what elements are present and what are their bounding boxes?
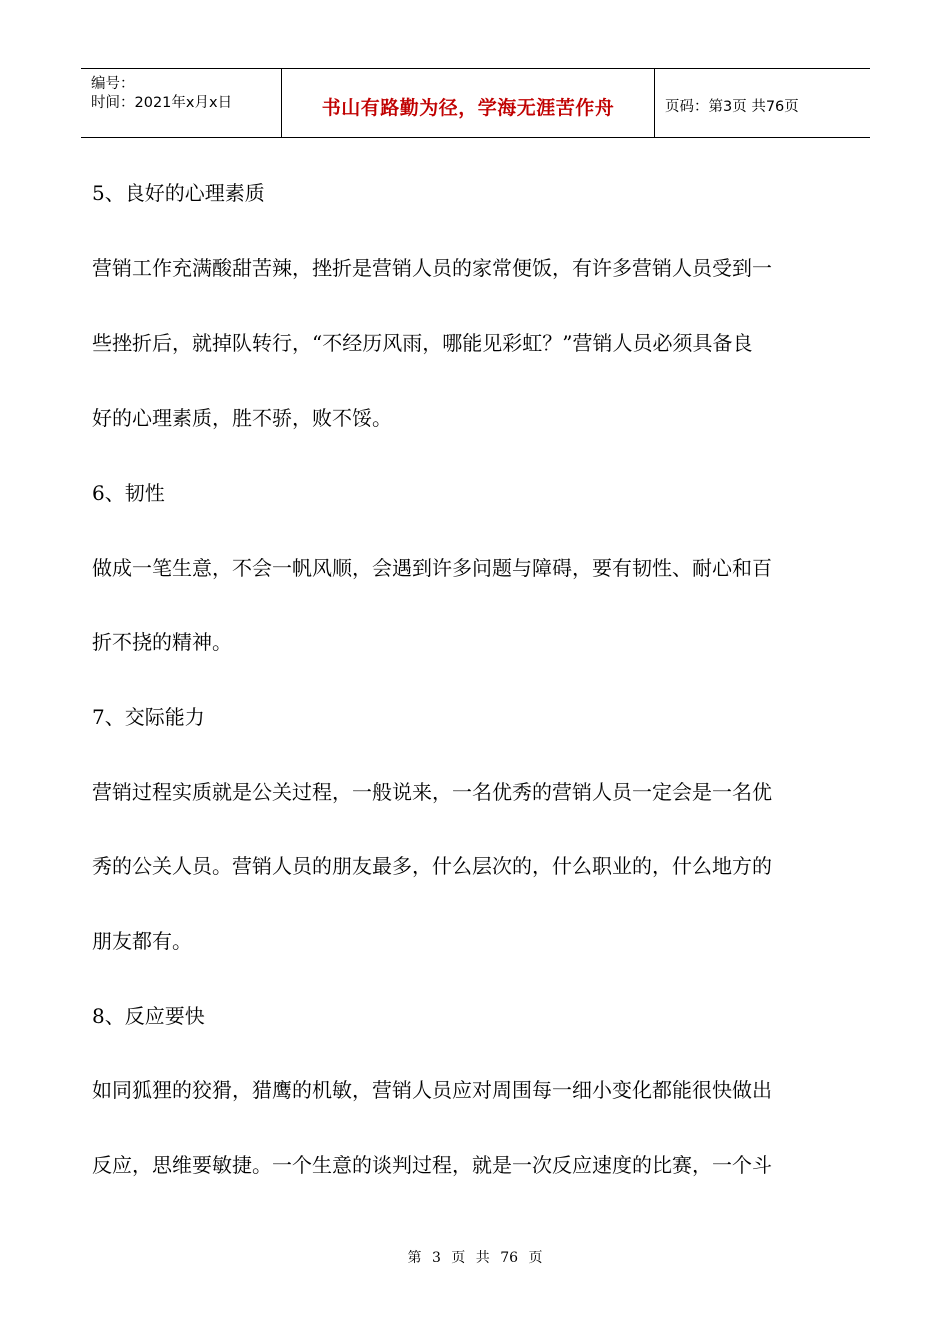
header-middle-cell <box>281 69 655 137</box>
document-time-label: 时间：2021年x月x日 <box>91 95 233 111</box>
section-heading: 8、反应要快 <box>92 1004 205 1028</box>
paragraph-line: 好的心理素质，胜不骄，败不馁。 <box>92 406 392 430</box>
header-left-cell <box>81 69 281 137</box>
paragraph-line: 反应，思维要敏捷。一个生意的谈判过程，就是一次反应速度的比赛，一个斗 <box>92 1153 772 1177</box>
section-heading: 5、良好的心理素质 <box>92 181 265 205</box>
document-number-label: 编号： <box>91 76 135 92</box>
paragraph-line: 营销过程实质就是公关过程，一般说来，一名优秀的营销人员一定会是一名优 <box>92 780 772 804</box>
paragraph-line: 朋友都有。 <box>92 929 192 953</box>
paragraph-line: 做成一笔生意，不会一帆风顺，会遇到许多问题与障碍，要有韧性、耐心和百 <box>92 556 772 580</box>
header-motto: 书山有路勤为径，学海无涯苦作舟 <box>321 97 615 119</box>
paragraph-line: 秀的公关人员。营销人员的朋友最多，什么层次的，什么职业的，什么地方的 <box>92 854 772 878</box>
paragraph-line: 折不挠的精神。 <box>92 630 232 654</box>
paragraph-line: 营销工作充满酸甜苦辣，挫折是营销人员的家常便饭，有许多营销人员受到一 <box>92 256 772 280</box>
section-heading: 7、交际能力 <box>92 705 205 729</box>
paragraph-line: 些挫折后，就掉队转行，“不经历风雨，哪能见彩虹？”营销人员必须具备良 <box>92 331 753 355</box>
page-footer: 第 3 页 共 76 页 <box>407 1250 543 1266</box>
paragraph-line: 如同狐狸的狡猾，猎鹰的机敏，营销人员应对周围每一细小变化都能很快做出 <box>92 1078 772 1102</box>
page-header <box>81 68 870 138</box>
header-right-cell <box>655 69 870 137</box>
section-heading: 6、韧性 <box>92 481 165 505</box>
header-page-info: 页码：第3页 共76页 <box>665 99 799 115</box>
